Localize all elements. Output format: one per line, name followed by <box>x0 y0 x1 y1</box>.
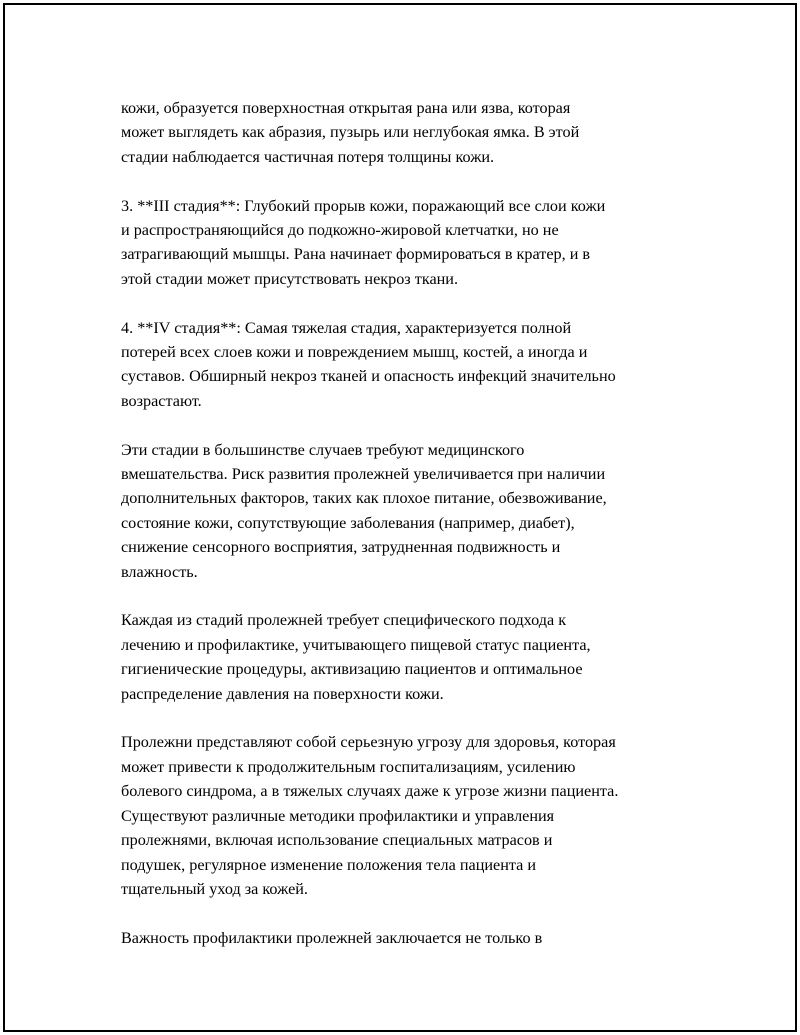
paragraph-treatment-approach <box>121 608 701 706</box>
text-line: гигиенические процедуры, активизацию пациентов и оптимальное <box>121 660 583 679</box>
paragraph-stage-2-continuation <box>121 96 701 169</box>
document-body <box>121 96 701 975</box>
text-line: лечению и профилактике, учитывающего пищевой статус пациента, <box>121 635 591 654</box>
text-line: 3. **III стадия**: Глубокий прорыв кожи, поражающий все слои кожи <box>121 196 606 215</box>
text-line: возрастают. <box>121 391 202 410</box>
text-line: Важность профилактики пролежней заключается не только в <box>121 928 543 947</box>
text-line: состояние кожи, сопутствующие заболевания (например, диабет), <box>121 513 575 532</box>
text-line: и распространяющийся до подкожно-жировой клетчатки, но не <box>121 221 559 240</box>
paragraph-stage-4 <box>121 316 701 414</box>
text-line: Существуют различные методики профилактики и управления <box>121 806 555 825</box>
paragraph-stage-3 <box>121 194 701 292</box>
text-line: суставов. Обширный некроз тканей и опасность инфекций значительно <box>121 367 616 386</box>
text-line: может привести к продолжительным госпитализациям, усилению <box>121 757 576 776</box>
text-line: пролежнями, включая использование специальных матрасов и <box>121 831 553 850</box>
text-line: этой стадии может присутствовать некроз ткани. <box>121 269 459 288</box>
text-line: Эти стадии в большинстве случаев требуют медицинского <box>121 440 525 459</box>
text-line: распределение давления на поверхности кожи. <box>121 684 444 703</box>
text-line: тщательный уход за кожей. <box>121 879 308 898</box>
paragraph-prevention-importance <box>121 926 701 950</box>
text-line: стадии наблюдается частичная потеря толщины кожи. <box>121 147 495 166</box>
text-line: затрагивающий мышцы. Рана начинает формироваться в кратер, и в <box>121 245 591 264</box>
page-frame <box>3 3 797 1032</box>
text-line: кожи, образуется поверхностная открытая рана или язва, которая <box>121 99 571 117</box>
text-line: дополнительных факторов, таких как плохое питание, обезвоживание, <box>121 489 607 508</box>
text-line: потерей всех слоев кожи и повреждением мышц, костей, а иногда и <box>121 343 588 362</box>
text-line: болевого синдрома, а в тяжелых случаях даже к угрозе жизни пациента. <box>121 782 619 801</box>
text-line: снижение сенсорного восприятия, затрудненная подвижность и <box>121 538 561 557</box>
paragraph-health-threat <box>121 730 701 901</box>
text-line: вмешательства. Риск развития пролежней увеличивается при наличии <box>121 465 606 484</box>
text-line: Пролежни представляют собой серьезную угрозу для здоровья, которая <box>121 733 616 752</box>
text-line: 4. **IV стадия**: Самая тяжелая стадия, характеризуется полной <box>121 318 572 337</box>
text-line: подушек, регулярное изменение положения тела пациента и <box>121 855 537 874</box>
text-line: влажность. <box>121 562 198 581</box>
paragraph-risk-factors <box>121 438 701 584</box>
text-line: Каждая из стадий пролежней требует специфического подхода к <box>121 611 567 630</box>
text-line: может выглядеть как абразия, пузырь или неглубокая ямка. В этой <box>121 123 580 142</box>
